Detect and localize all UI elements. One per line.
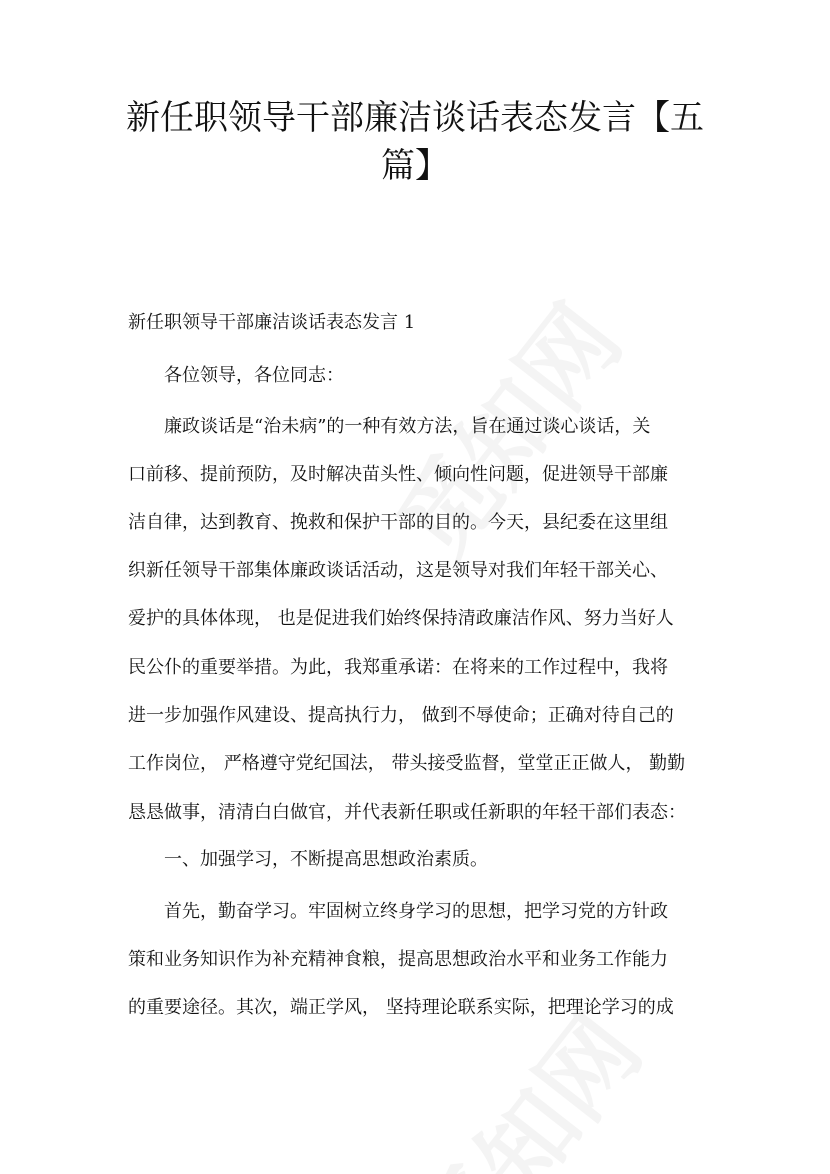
document-title	[110, 94, 720, 190]
body-line: 口前移、提前预防，及时解决苗头性、倾向性问题，促进领导干部廉	[128, 464, 668, 485]
title-line-2: 篇】	[381, 146, 449, 186]
body-line: 各位领导，各位同志：	[164, 365, 344, 386]
body-line: 恳恳做事，清清白白做官，并代表新任职或任新职的年轻干部们表态：	[128, 802, 686, 823]
body-line: 进一步加强作风建设、提高执行力， 做到不辱使命；正确对待自己的	[128, 705, 674, 726]
body-line: 策和业务知识作为补充精神食粮，提高思想政治水平和业务工作能力	[128, 949, 668, 970]
section-heading: 新任职领导干部廉洁谈话表态发言 1	[128, 312, 416, 333]
body-line: 工作岗位， 严格遵守党纪国法， 带头接受监督，堂堂正正做人， 勤勤	[128, 753, 686, 774]
body-line: 民公仆的重要举措。为此，我郑重承诺：在将来的工作过程中，我将	[128, 657, 668, 678]
body-line: 的重要途径。其次，端正学风， 坚持理论联系实际，把理论学习的成	[128, 997, 674, 1018]
body-line: 爱护的具体体现， 也是促进我们始终保持清政廉洁作风、努力当好人	[128, 608, 674, 629]
body-line: 织新任领导干部集体廉政谈话活动，这是领导对我们年轻干部关心、	[128, 560, 668, 581]
body-line: 廉政谈话是“治未病”的一种有效方法，旨在通过谈心谈话，关	[164, 416, 651, 437]
body-line: 洁自律，达到教育、挽救和保护干部的目的。今天，县纪委在这里组	[128, 512, 668, 533]
body-line: 首先，勤奋学习。牢固树立终身学习的思想，把学习党的方针政	[164, 901, 668, 922]
title-line-1: 新任职领导干部廉洁谈话表态发言【五	[126, 98, 704, 138]
body-line: 一、加强学习，不断提高思想政治素质。	[164, 849, 488, 870]
